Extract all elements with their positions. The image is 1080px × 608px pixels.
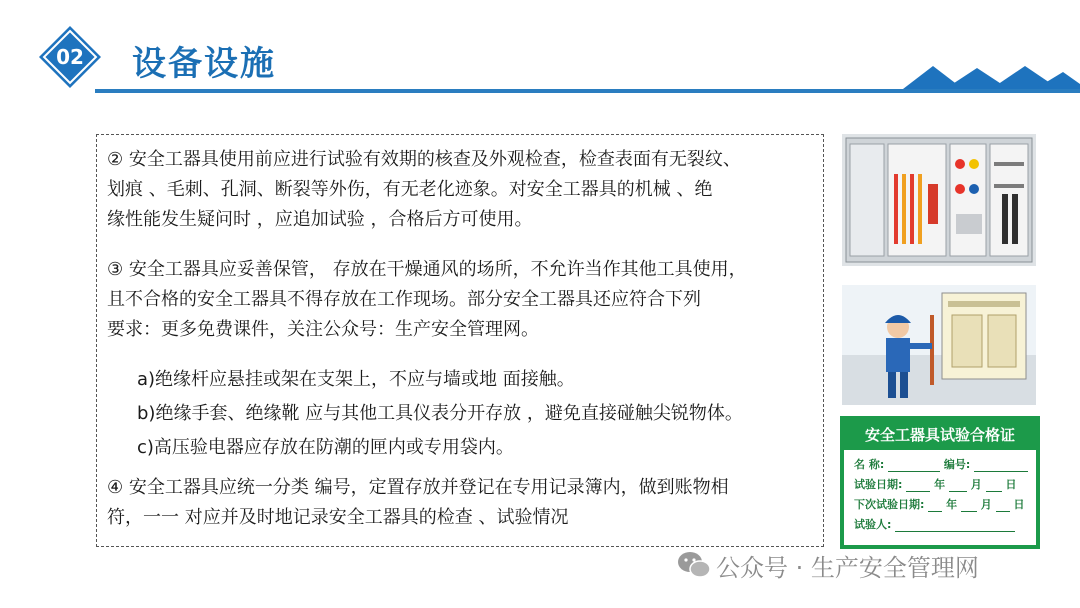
paragraph-2: ② 安全工器具使用前应进行试验有效期的核查及外观检查，检查表面有无裂纹、 划痕 、毛刺、孔洞、断裂等外伤，有无老化迹象。对安全工器具的机械 、绝 缘性能发生疑问时 ，应追加试验 ，合格后方可使用。 [107,149,741,230]
tool-cabinet-image [842,134,1036,266]
watermark-text: 公众号 · 生产安全管理网 [716,554,979,582]
paragraph-4: ④ 安全工器具应统一分类 编号，定置存放并登记在专用记录簿内，做到账物相 符，一一 对应并及时地记录安全工器具的检查 、试验情况 [107,477,729,528]
certificate-tester-row: 试验人: [854,516,1015,532]
certificate-next-date-row: 下次试验日期: 年 月 日 [854,498,1025,511]
worker-storage-illustration [842,285,1036,405]
section-number-badge [37,24,103,90]
svg-text:02: 02 [56,45,84,69]
requirement-c: c)高压验电器应存放在防潮的匣内或专用袋内。 [137,437,514,458]
certificate-test-date-row: 试验日期: 年 月 日 [854,478,1017,491]
certificate-title: 安全工器具试验合格证 [844,420,1036,450]
page-title: 设备设施 [132,44,276,84]
test-certificate [840,416,1040,549]
requirement-b: b)绝缘手套、绝缘靴 应与其他工具仪表分开存放 ，避免直接碰触尖锐物体。 [137,403,743,424]
content-box [96,134,824,547]
mountain-decoration [895,62,1080,92]
requirement-a: a)绝缘杆应悬挂或架在支架上，不应与墙或地 面接触。 [137,369,575,390]
certificate-name-row: 名 称: 编号: [854,456,1028,472]
wechat-icon [676,550,712,580]
paragraph-3: ③ 安全工器具应妥善保管， 存放在干燥通风的场所，不允许当作其他工具使用， 且不合格的安全工器具不得存放在工作现场。部分安全工器具还应符合下列 要求：更多免费课件，关注公众号：生产安全管理网。 [107,259,747,340]
